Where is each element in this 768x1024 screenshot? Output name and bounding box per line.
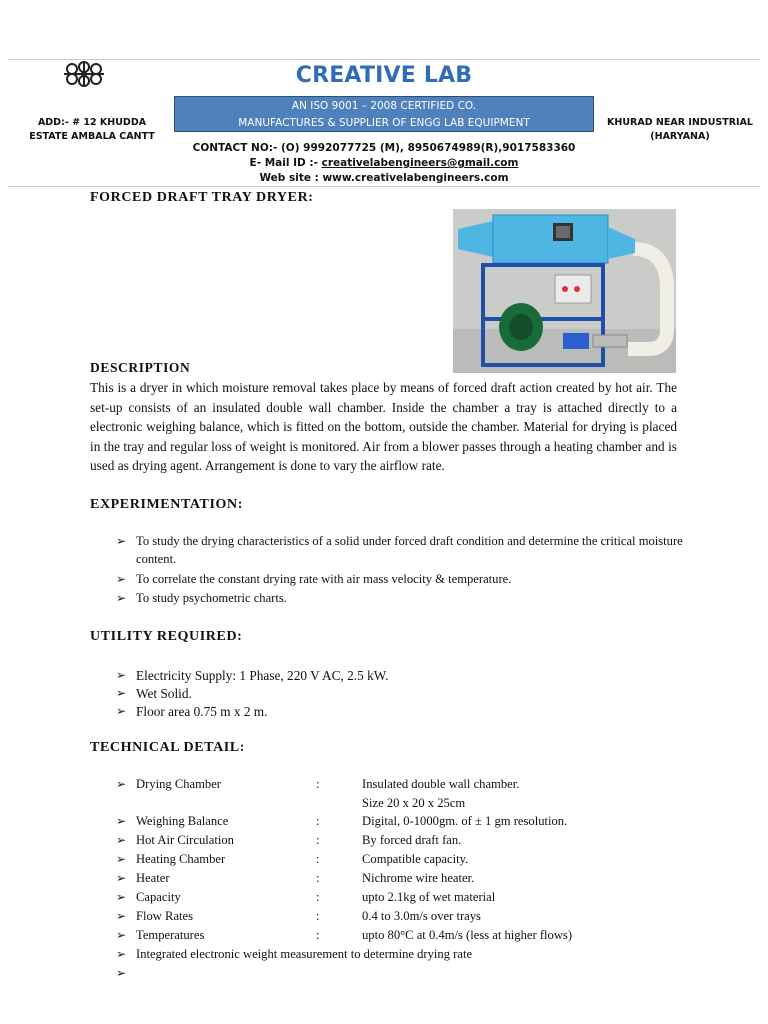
address-left-line-1: ADD:- # 12 KHUDDA (37, 117, 147, 128)
utility-heading: UTILITY REQUIRED: (90, 629, 243, 644)
detail-key: Heating Chamber (136, 852, 226, 866)
list-item-text: To study psychometric charts. (136, 591, 287, 605)
detail-value: Size 20 x 20 x 25cm (362, 796, 466, 810)
arrow-bullet-icon: ➢ (116, 909, 127, 923)
certification-banner (174, 96, 594, 132)
detail-separator: : (316, 814, 320, 828)
arrow-bullet-icon: ➢ (116, 852, 127, 866)
technical-detail-heading: TECHNICAL DETAIL: (90, 740, 246, 755)
arrow-bullet-icon: ➢ (116, 947, 127, 961)
company-brand-name: CREATIVE LAB (295, 63, 473, 88)
banner-line-manufacturer: MANUFACTURES & SUPPLIER OF ENGG LAB EQUIPMENT (238, 117, 530, 129)
detail-separator: : (316, 909, 320, 923)
list-item-text: Wet Solid. (136, 686, 192, 701)
arrow-bullet-icon: ➢ (116, 928, 127, 942)
arrow-bullet-icon: ➢ (116, 704, 127, 718)
description-heading: DESCRIPTION (90, 360, 191, 375)
detail-key: Capacity (136, 890, 181, 904)
list-item-text: Electricity Supply: 1 Phase, 220 V AC, 2.5 kW. (136, 668, 389, 683)
detail-separator: : (316, 871, 320, 885)
email-label: E- Mail ID :- (249, 157, 318, 169)
detail-key: Flow Rates (136, 909, 194, 923)
detail-value: Nichrome wire heater. (362, 871, 475, 885)
tray-dryer-photo (453, 209, 676, 373)
website-line[interactable]: Web site : www.creativelabengineers.com (259, 172, 509, 184)
detail-separator: : (316, 890, 320, 904)
arrow-bullet-icon: ➢ (116, 966, 127, 980)
detail-key: Drying Chamber (136, 777, 221, 791)
list-item-text: Floor area 0.75 m x 2 m. (136, 704, 268, 719)
list-item-text: To correlate the constant drying rate with air mass velocity & temperature. (136, 572, 512, 586)
detail-value: Compatible capacity. (362, 852, 469, 866)
address-right-line-1: KHURAD NEAR INDUSTRIAL (607, 117, 753, 128)
detail-key: Heater (136, 871, 170, 885)
arrow-bullet-icon: ➢ (116, 572, 127, 586)
detail-key: Weighing Balance (136, 814, 229, 828)
detail-separator: : (316, 777, 320, 791)
detail-value: Digital, 0-1000gm. of ± 1 gm resolution. (362, 814, 568, 828)
arrow-bullet-icon: ➢ (116, 890, 127, 904)
detail-key: Temperatures (136, 928, 205, 942)
arrow-bullet-icon: ➢ (116, 814, 127, 828)
detail-value: By forced draft fan. (362, 833, 462, 847)
arrow-bullet-icon: ➢ (116, 686, 127, 700)
address-right-line-2: (HARYANA) (650, 131, 710, 142)
detail-key: Hot Air Circulation (136, 833, 234, 847)
header-bottom-rule (8, 186, 760, 187)
email-link[interactable]: creativelabengineers@gmail.com (321, 157, 519, 169)
detail-separator: : (316, 928, 320, 942)
detail-value: upto 80°C at 0.4m/s (less at higher flows) (362, 928, 573, 942)
address-left-line-2: ESTATE AMBALA CANTT (29, 131, 155, 142)
page-title: FORCED DRAFT TRAY DRYER: (90, 190, 314, 205)
email-line (0, 157, 768, 169)
experimentation-heading: EXPERIMENTATION: (90, 497, 243, 512)
arrow-bullet-icon: ➢ (116, 777, 127, 791)
header-top-rule (8, 59, 760, 60)
arrow-bullet-icon: ➢ (116, 871, 127, 885)
detail-separator: : (316, 852, 320, 866)
list-item-text: To study the drying characteristics of a solid under forced draft condition and determine the critical moisture content. (136, 534, 683, 566)
arrow-bullet-icon: ➢ (116, 668, 127, 682)
detail-value: 0.4 to 3.0m/s over trays (362, 909, 481, 923)
arrow-bullet-icon: ➢ (116, 833, 127, 847)
address-left (22, 116, 162, 144)
banner-line-certified: AN ISO 9001 – 2008 CERTIFIED CO. (291, 100, 477, 112)
detail-extra-text: Integrated electronic weight measurement to determine drying rate (136, 947, 473, 961)
detail-value: upto 2.1kg of wet material (362, 890, 496, 904)
description-text: This is a dryer in which moisture removal takes place by means of forced draft action created by hot air. The set-up consists of an insulated double wall chamber. Inside the chamber a tray is attached directly to a electronic weighing balance, which is fitted on the bottom, outside the chamber. Material for drying is placed in the tray and regular loss of weight is monitored. Air from a blower passes through a heating chamber and is used as drying agent. Arrangement is done to vary the airflow rate. (90, 380, 677, 473)
arrow-bullet-icon: ➢ (116, 591, 127, 605)
detail-separator: : (316, 833, 320, 847)
arrow-bullet-icon: ➢ (116, 534, 127, 548)
detail-value: Insulated double wall chamber. (362, 777, 520, 791)
address-right (602, 116, 758, 144)
contact-numbers: CONTACT NO:- (O) 9992077725 (M), 8950674989(R),9017583360 (192, 142, 576, 154)
